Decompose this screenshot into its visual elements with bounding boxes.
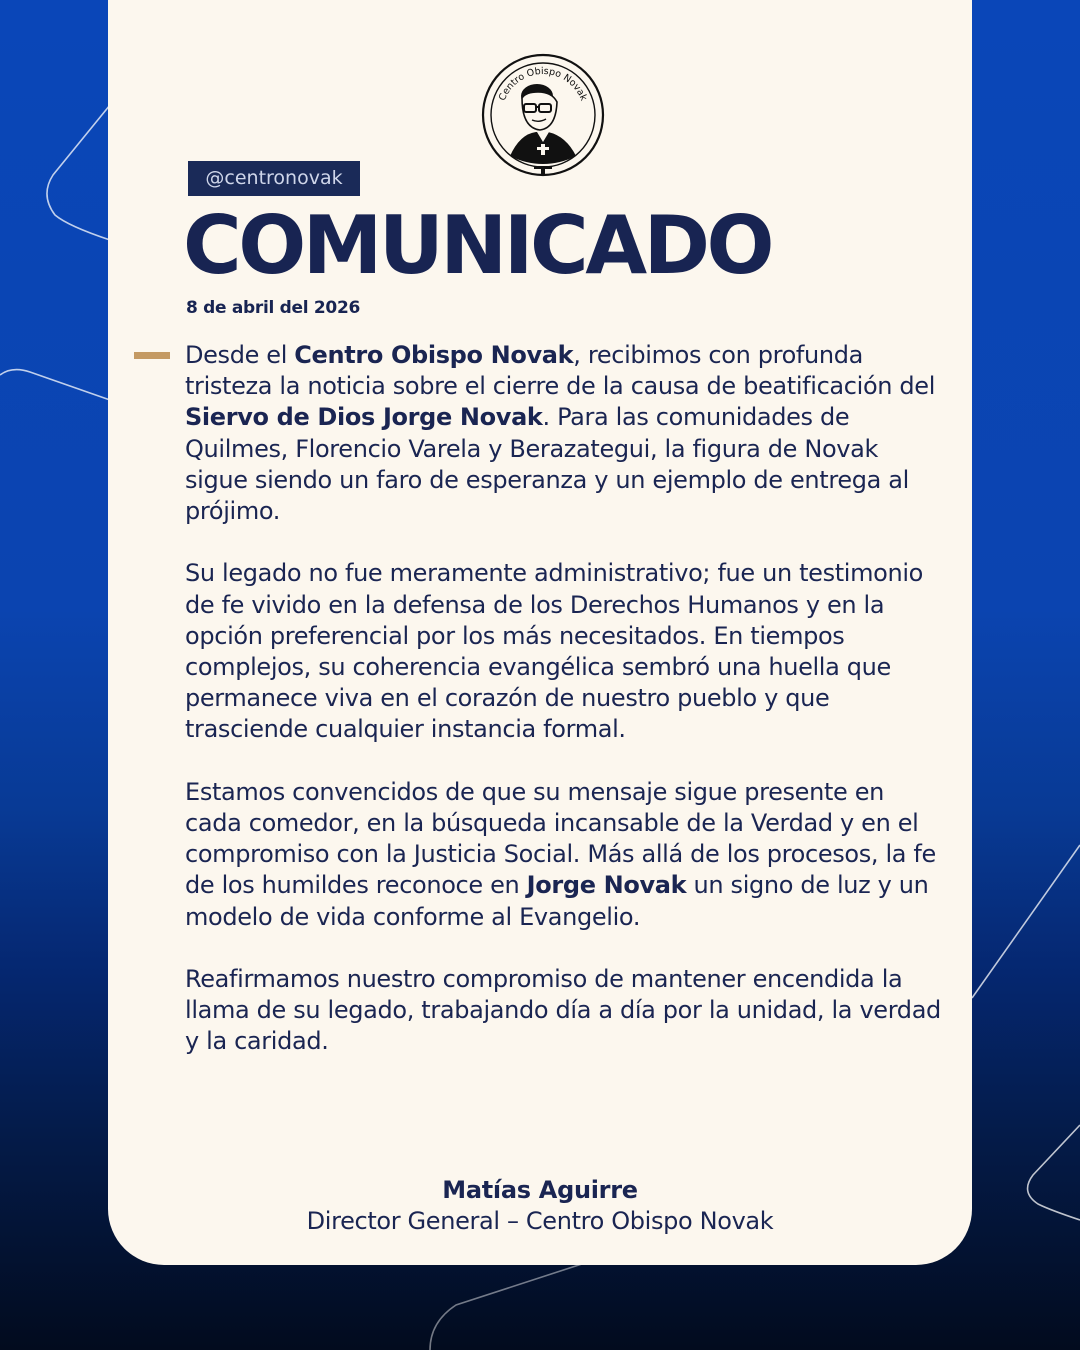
paragraph-4: Reafirmamos nuestro compromiso de mantener encendida la llama de su legado, trabajando día a día por la unidad, la verdad y la caridad. [185, 965, 941, 1056]
decorative-line-right-middle [972, 845, 1080, 998]
paragraph-3-bold: Jorge Novak [526, 871, 687, 900]
paragraph-1-text-a: Desde el [185, 341, 295, 369]
statement-body [185, 340, 945, 1089]
logo-text: Centro Obispo Novak [496, 65, 590, 103]
paragraph-3 [185, 777, 945, 933]
paragraph-1-text-c: . Para las comunidades de Quilmes, Florencio Varela y Berazategui, la figura de Novak sigue siendo un faro de esperanza y un ejemplo de entrega al prójimo. [185, 403, 909, 526]
social-handle-badge: @centronovak [188, 161, 360, 196]
decorative-line-bottom [430, 1262, 588, 1350]
paragraph-1 [185, 340, 945, 527]
paragraph-2: Su legado no fue meramente administrativo; fue un testimonio de fe vivido en la defensa de los Derechos Humanos y en la opción preferencial por los más necesitados. En tiempos complejos, su coherencia evangélica sembró una huella que permanece viva en el corazón de nuestro pueblo y que trasciende cualquier instancia formal. [185, 559, 923, 744]
centro-obispo-novak-seal-icon [480, 52, 606, 178]
decorative-line-left-top [47, 105, 110, 240]
statement-date: 8 de abril del 2026 [186, 298, 361, 318]
signature-name: Matías Aguirre [442, 1176, 638, 1204]
accent-dash [134, 352, 170, 359]
paragraph-3-text-a: Estamos convencidos de que su mensaje sigue presente en cada comedor, en la búsqueda incansable de la Verdad y en el compromiso con la Justicia Social. Más allá de los procesos, la fe de los humildes reconoce en [185, 777, 936, 900]
page-title: COMUNICADO [183, 199, 772, 292]
paragraph-1-bold-b: Siervo de Dios Jorge Novak [185, 403, 543, 432]
signature-role: Director General – Centro Obispo Novak [306, 1207, 774, 1235]
paragraph-1-text-b: , recibimos con profunda tristeza la noticia sobre el cierre de la causa de beatificación del [185, 341, 936, 401]
decorative-line-left-middle [0, 370, 110, 400]
decorative-line-right-bottom [1028, 1125, 1080, 1220]
paragraph-3-text-b: un signo de luz y un modelo de vida conforme al Evangelio. [185, 871, 929, 931]
paragraph-1-bold-a: Centro Obispo Novak [294, 341, 574, 369]
